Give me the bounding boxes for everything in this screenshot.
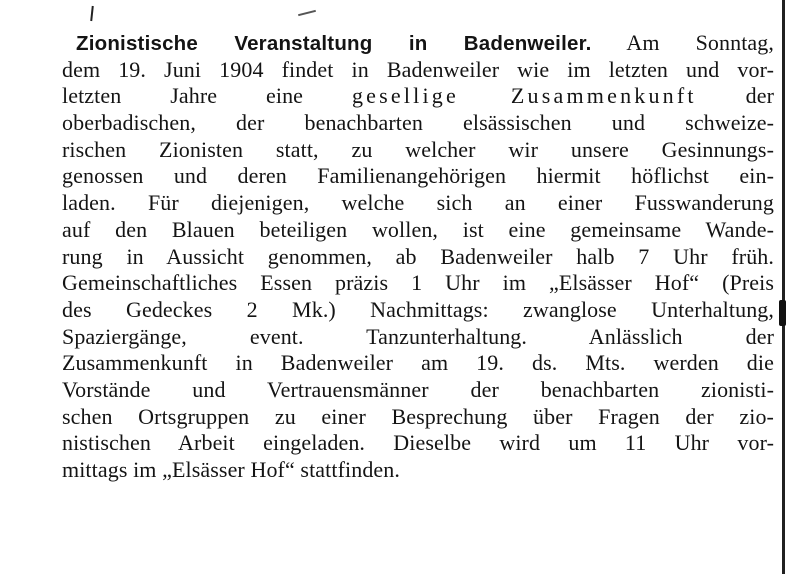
column-rule	[782, 0, 785, 574]
article-line	[62, 30, 774, 57]
article-line: Zusammenkunft in Badenweiler am 19. ds. Mts. werden die	[62, 350, 774, 376]
article-line: mittags im „Elsässer Hof“ stattfinden.	[62, 457, 400, 482]
ink-blot	[779, 300, 786, 326]
article-line-text: Am Sonntag,	[591, 30, 774, 55]
article-line: nistischen Arbeit eingeladen. Dieselbe wird um 11 Uhr vor-	[62, 430, 774, 456]
article-headline: Zionistische Veranstaltung in Badenweiler.	[76, 32, 592, 55]
article-line: Spaziergänge, event. Tanzunterhaltung. Anlässlich der	[62, 323, 774, 349]
article-line: dem 19. Juni 1904 findet in Badenweiler wie im letzten und vor-	[62, 56, 774, 82]
article-line-text: letzten Jahre eine	[62, 83, 352, 109]
ink-mark	[90, 6, 94, 21]
article-line: Gemeinschaftliches Essen präzis 1 Uhr im „Elsässer Hof“ (Preis	[62, 270, 774, 296]
article-line: des Gedeckes 2 Mk.) Nachmittags: zwanglose Unterhaltung,	[62, 296, 774, 322]
article-line: rischen Zionisten statt, zu welcher wir unsere Gesinnungs-	[62, 136, 774, 162]
article-line-text: der	[696, 83, 774, 109]
article-line: oberbadischen, der benachbarten elsässischen und schweize-	[62, 110, 774, 136]
article-line: laden. Für diejenigen, welche sich an einer Fusswanderung	[62, 190, 774, 216]
article-line: genossen und deren Familienangehörigen hiermit höflichst ein-	[62, 163, 774, 189]
article-line: auf den Blauen beteiligen wollen, ist eine gemeinsame Wande-	[62, 216, 774, 242]
emphasized-phrase: gesellige Zusammenkunft	[351, 83, 697, 109]
article-text	[62, 30, 774, 484]
article-line: schen Ortsgruppen zu einer Besprechung über Fragen der zio-	[62, 403, 774, 429]
article-line: Vorstände und Vertrauensmänner der benachbarten zionisti-	[62, 376, 774, 402]
article-line: rung in Aussicht genommen, ab Badenweiler halb 7 Uhr früh.	[62, 243, 774, 269]
ink-mark	[298, 10, 316, 16]
article-line	[62, 83, 774, 110]
